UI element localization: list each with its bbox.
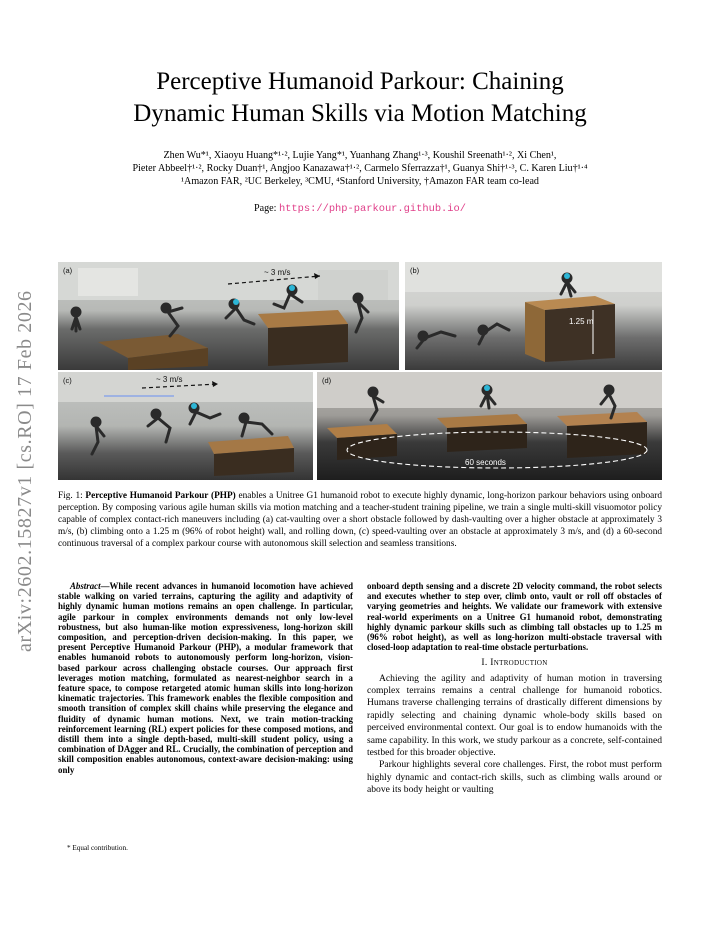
abstract-left-text: —While recent advances in humanoid locomotion have achieved stable walking on varied terrains, capturing the agility and adaptivity of highly dynamic human motions remains an open challenge. In particular, agile parkour in complex environments demands not only low-level robustness, but also human-like motion expressiveness, long-horizon skill composition, and perception-driven decision-making. In this paper, we present Perceptive Humanoid Parkour (PHP), a modular framework that enables humanoid robots to autonomously perform long-horizon, vision-based parkour across challenging obstacle courses. Our approach first leverages motion matching, formulated as nearest-neighbor search in a feature space, to compose retargeted atomic human skills into long-horizon kinematic trajectories. This framework enables the flexible composition and smooth transition of complex skill chains while preserving the elegance and fluidity of dynamic human motions. Next, we train motion-tracking reinforcement learning (RL) expert policies for these composed motions, and distill them into a single depth-based, multi-skill student policy, using a combination of DAgger and RL. Crucially, the combination of perception and skill composition enables autonomous, context-aware decision-making: using only <box>58 581 353 775</box>
caption-text: enables a Unitree G1 humanoid robot to execute highly dynamic, long-horizon parkour behaviors using onboard perception. By composing various agile human skills via motion matching and a teacher-student training pipeline, we train a single multi-skill visuomotor policy capable of complex contact-rich maneuvers including (a) cat-vaulting over a short obstacle followed by dash-vaulting over a higher obstacle at approximately 3 m/s, (b) climbing onto a 1.25 m (96% of robot height) wall, and rolling down, (c) speed-vaulting over an obstacle at approximately 3 m/s, and (d) a 60-second continuous traversal of a complex parkour course with autonomous skill selection and seamless transitions. <box>58 491 662 549</box>
caption-fig-label: Fig. 1: <box>58 491 86 501</box>
figure-panel-a <box>58 262 399 370</box>
panel-b-height-annotation: 1.25 m <box>569 317 594 326</box>
panel-b-label: (b) <box>410 266 420 275</box>
paper-title-line-1: Perceptive Humanoid Parkour: Chaining <box>156 68 564 95</box>
panel-c-label: (c) <box>63 376 72 385</box>
panel-a-speed-annotation: ~ 3 m/s <box>264 268 291 277</box>
intro-paragraph-2: Parkour highlights several core challenges. First, the robot must perform highly dynamic and contact-rich skills, such as climbing walls around or above its body height or vaulting <box>367 759 662 796</box>
figure-panel-d <box>317 372 662 480</box>
project-url-link[interactable]: https://php-parkour.github.io/ <box>278 203 466 215</box>
affiliations: ¹Amazon FAR, ²UC Berkeley, ³CMU, ⁴Stanford University, †Amazon FAR team co-lead <box>181 176 539 187</box>
paper-title-line-2: Dynamic Human Skills via Motion Matching <box>133 100 587 127</box>
authors-line-2: Pieter Abbeel†¹·², Rocky Duan†¹, Angjoo Kanazawa†¹·², Carmelo Sferrazza†¹, Guanya Shi†¹·³, C. Karen Liu†¹·⁴ <box>132 163 588 174</box>
abstract-label: Abstract <box>70 581 101 591</box>
right-column <box>367 581 662 797</box>
footnote-equal-contribution: * Equal contribution. <box>67 844 128 852</box>
figure-caption <box>58 490 662 550</box>
figure-panel-c <box>58 372 313 480</box>
left-column <box>58 581 353 775</box>
abstract-left <box>58 581 353 775</box>
panel-c-speed-annotation: ~ 3 m/s <box>156 375 183 384</box>
intro-paragraph-1: Achieving the agility and adaptivity of human motion in traversing complex terrains remains a central challenge for humanoid robotics. Humans traverse challenging terrains of drastically different dimensions by rapidly selecting and chaining dynamic whole-body skills based on perceived environmental context. Our goal is to endow humanoids with the same capability. In this work, we study parkour as a concrete, self-contained testbed for this broader objective. <box>367 672 662 759</box>
panel-a-label: (a) <box>63 266 73 275</box>
panel-c-scene <box>58 372 313 480</box>
project-page-line <box>58 203 662 215</box>
page-label: Page: <box>253 203 279 214</box>
abstract-right: onboard depth sensing and a discrete 2D velocity command, the robot selects and executes whether to step over, climb onto, vault or roll off obstacles of varying geometries and heights. We validate our framework with extensive real-world experiments on a Unitree G1 humanoid robot, demonstrating highly dynamic parkour skills such as climbing tall obstacles up to 1.25 m (96% robot height), as well as long-horizon multi-obstacle traversal with closed-loop adaptation to real-time obstacle perturbations. <box>367 581 662 653</box>
panel-d-time-annotation: 60 seconds <box>465 458 506 467</box>
panel-a-scene <box>58 262 399 370</box>
caption-bold-title: Perceptive Humanoid Parkour (PHP) <box>85 491 236 501</box>
authors-line-1: Zhen Wu*¹, Xiaoyu Huang*¹·², Lujie Yang*¹, Yuanhang Zhang¹·³, Koushil Sreenath¹·², Xi Chen¹, <box>163 150 557 161</box>
figure-panel-b <box>405 262 662 370</box>
panel-d-label: (d) <box>322 376 332 385</box>
panel-b-scene <box>405 262 662 370</box>
arxiv-identifier: arXiv:2602.15827v1 [cs.RO] 17 Feb 2026 <box>14 290 36 652</box>
section-heading-introduction: I. Introduction <box>481 657 548 669</box>
